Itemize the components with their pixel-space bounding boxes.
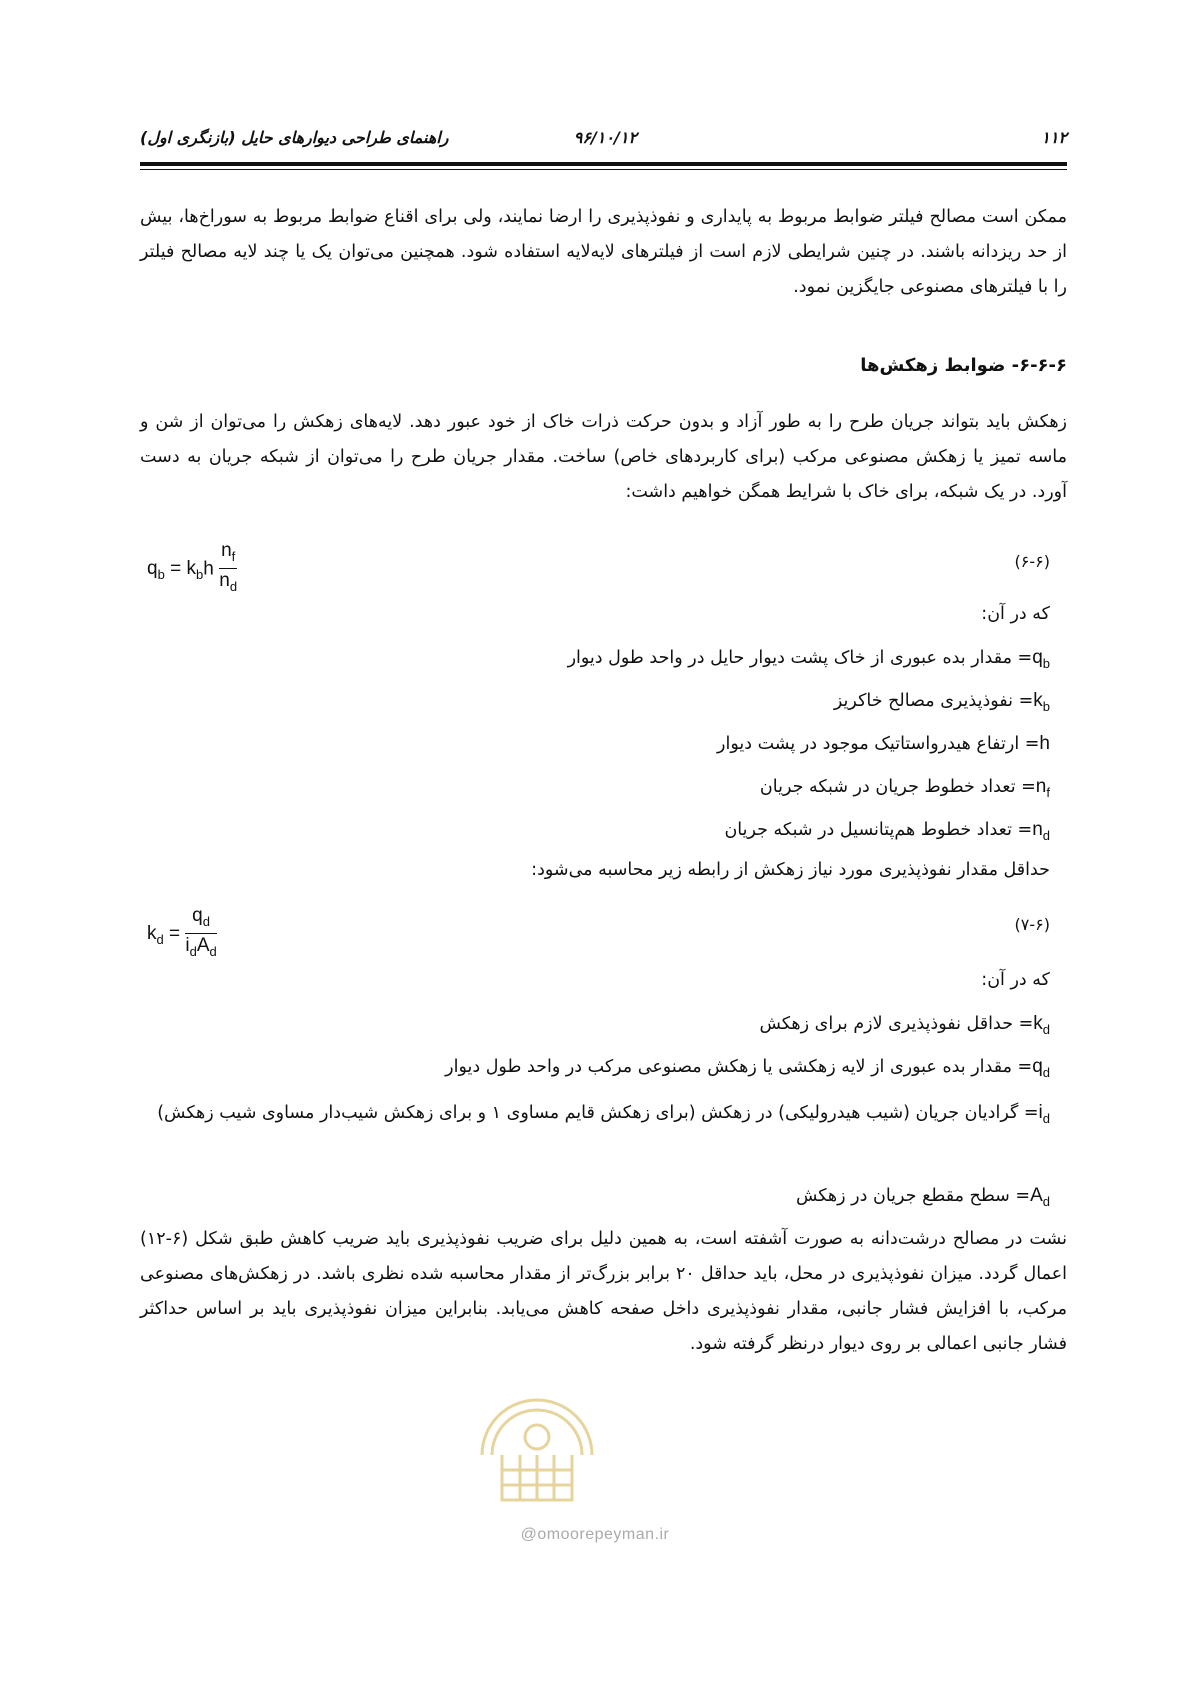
drain-paragraph: زهکش باید بتواند جریان طرح را به طور آزاد و بدون حرکت ذرات خاک از خود عبور دهد. لایه‌های زهکش را می‌توان از شن و ماسه تمیز یا زهکش مصنوعی مرکب (برای کاربردهای خاص) ساخت. مقدار جریان طرح را می‌توان از شبکه جریان به دست آورد. در یک شبکه، برای خاک با شرایط همگن خواهیم داشت: [140, 412, 1067, 502]
final-paragraph: نشت در مصالح درشت‌دانه به صورت آشفته است، به همین دلیل برای ضریب نفوذپذیری باید ضریب کاهش طبق شکل (۶-۱۲) اعمال گردد. میزان نفوذپذیری در محل، باید حداقل ۲۰ برابر بزرگ‌تر از مقدار محاسبه شده نظری باشد. در زهکش‌های مصنوعی مرکب، با افزایش فشار جانبی، مقدار نفوذپذیری داخل صفحه کاهش می‌یابد. بنابراین میزان نفوذپذیری باید بر اساس حداکثر فشار جانبی اعمالی بر روی دیوار درنظر گرفته شود. [140, 1229, 1068, 1354]
header-date: ۹۶/۱۰/۱۲ [573, 128, 637, 147]
def-nf: $n_f=$ تعداد خطوط جریان در شبکه جریان [759, 776, 1050, 800]
publisher-seal-icon [462, 1375, 612, 1515]
header-rule-thick [140, 162, 1067, 166]
equation-number-2: (۷-۶) [1014, 915, 1050, 934]
def-kd: $k_d=$ حداقل نفوذپذیری لازم برای زهکش [759, 1013, 1050, 1037]
header-rule-thin [140, 169, 1067, 170]
page-number: ۱۱۲ [1041, 128, 1067, 147]
equation-7-6: $k_d$ = $\frac{q_d}{i_dA_d}$ [147, 905, 217, 964]
page-header [140, 128, 1067, 154]
eq2-fraction: $\frac{q_d}{i_dA_d}$ [185, 905, 217, 959]
eq1-k: $k_b$ [186, 558, 204, 583]
eq1-h: h [203, 558, 214, 580]
min-perm-sentence: حداقل مقدار نفوذپذیری مورد نیاز زهکش از رابطه زیر محاسبه می‌شود: [531, 860, 1050, 880]
document-title: راهنمای طراحی دیوارهای حایل (بازنگری اول) [140, 128, 449, 147]
def-h: h= ارتفاع هیدرواستاتیک موجود در پشت دیوار [717, 733, 1050, 754]
def-qb: $q_b=$ مقدار بده عبوری از خاک پشت دیوار حایل در واحد طول دیوار [567, 647, 1050, 671]
eq1-lhs: $q_b$ [147, 558, 165, 583]
equation-6-6: $q_b = k_bh$ $\frac{n_f}{n_d}$ [147, 540, 237, 599]
def-ad: $A_d=$ سطح مقطع جریان در زهکش [795, 1185, 1050, 1209]
eq1-fraction: $\frac{n_f}{n_d}$ [219, 540, 238, 594]
intro-paragraph: ممکن است مصالح فیلتر ضوابط مربوط به پایداری و نفوذپذیری را ارضا نمایند، ولی برای اقناع ضوابط مربوط به سوراخ‌ها، بیش از حد ریزدانه باشند. در چنین شرایطی لازم است از فیلترهای لایه‌لایه استفاده شود. همچنین می‌توان یک یا چند لایه مصالح فیلتر را با فیلترهای مصنوعی جایگزین نمود. [140, 207, 1067, 297]
def-kb: $k_b=$ نفوذپذیری مصالح خاکریز [833, 690, 1050, 714]
where-label-1: که در آن: [981, 604, 1050, 624]
equation-number-1: (۶-۶) [1014, 552, 1050, 571]
def-id: $i_d=$ گرادیان جریان (شیب هیدرولیکی) در زهکش (برای زهکش قایم مساوی ۱ و برای زهکش شیب‌دار مساوی شیب زهکش) [157, 1102, 1050, 1126]
watermark: @omoorepeyman.ir [520, 1526, 670, 1543]
def-qd: $q_d=$ مقدار بده عبوری از لایه زهکشی یا زهکش مصنوعی مرکب در واحد طول دیوار [445, 1056, 1050, 1080]
def-nd: $n_d=$ تعداد خطوط هم‌پتانسیل در شبکه جریان [724, 819, 1050, 843]
eq2-lhs: $k_d$ [147, 923, 164, 948]
where-label-2: که در آن: [981, 970, 1050, 990]
section-heading: ۶-۶-۶- ضوابط زهکش‌ها [860, 355, 1067, 376]
